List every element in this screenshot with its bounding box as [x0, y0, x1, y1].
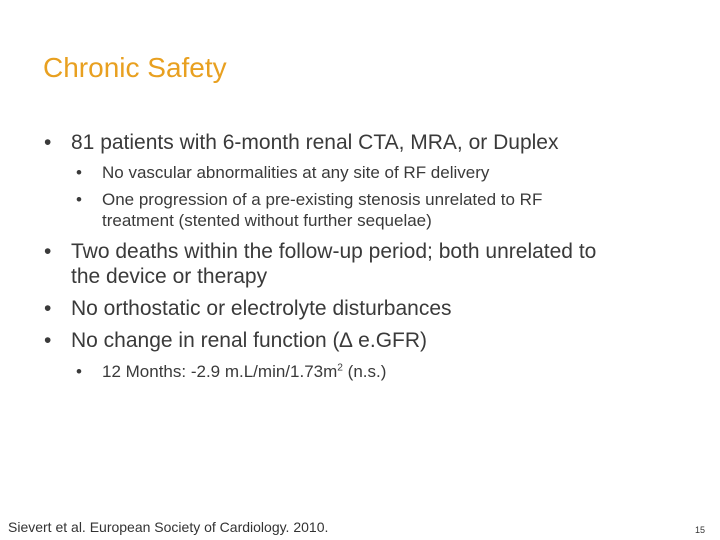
superscript-2: 2: [337, 362, 343, 374]
egfr-value: 12 Months: -2.9 m.L/min/1.73m: [102, 362, 338, 381]
significance-note: (n.s.): [342, 362, 387, 381]
bullet-text: 81 patients with 6-month renal CTA, MRA, or Duplex: [71, 131, 559, 154]
bullet-dot: •: [44, 329, 52, 352]
bullet-text: Two deaths within the follow-up period; both unrelated to: [71, 240, 597, 263]
bullet-text-continued: the device or therapy: [71, 265, 268, 288]
bullet-dot: •: [76, 190, 82, 209]
bullet-text: No orthostatic or electrolyte disturbances: [71, 297, 452, 320]
slide-title: Chronic Safety: [43, 52, 227, 83]
sub-bullet-text-continued: treatment (stented without further sequelae): [102, 211, 432, 230]
bullet-dot: •: [44, 131, 52, 154]
bullet-dot: •: [76, 163, 82, 182]
sub-bullet-text: One progression of a pre-existing stenosis unrelated to RF: [102, 190, 543, 209]
citation: Sievert et al. European Society of Cardiology. 2010.: [8, 519, 329, 535]
page-number: 15: [695, 525, 706, 535]
sub-bullet-text: No vascular abnormalities at any site of RF delivery: [102, 163, 490, 182]
bullet-dot: •: [76, 362, 82, 381]
bullet-dot: •: [44, 297, 52, 320]
sub-bullet-text: [102, 362, 386, 382]
bullet-text: No change in renal function (∆ e.GFR): [71, 329, 428, 352]
bullet-dot: •: [44, 240, 52, 263]
